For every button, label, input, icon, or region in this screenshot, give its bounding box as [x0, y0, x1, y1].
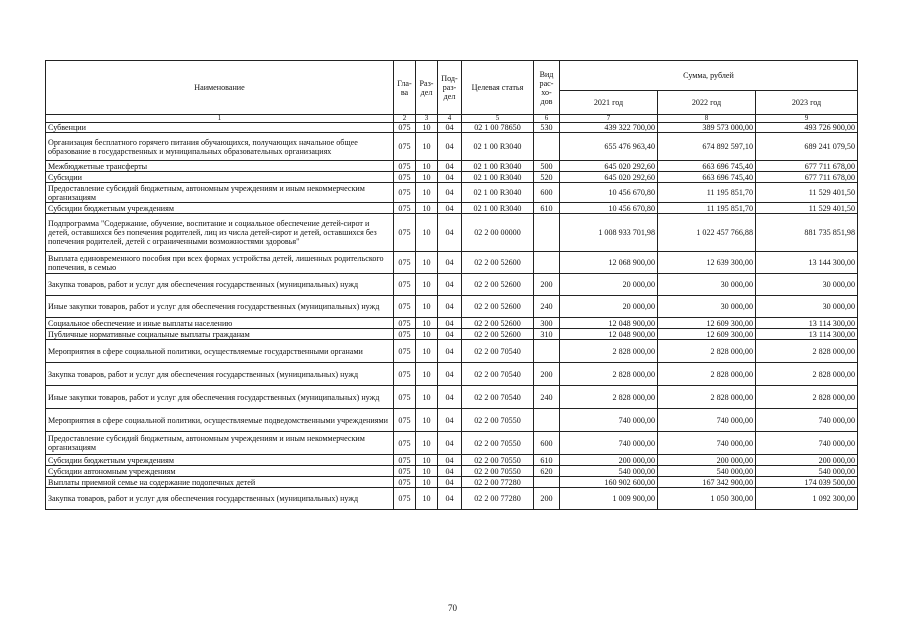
row-podrazdel: 04	[438, 296, 462, 318]
table-row	[46, 296, 858, 318]
row-sum-2023: 677 711 678,00	[756, 161, 858, 172]
header-year-2022: 2022 год	[658, 91, 756, 115]
row-glava: 075	[394, 363, 416, 386]
row-podrazdel: 04	[438, 172, 462, 183]
table-row	[46, 123, 858, 133]
row-expense-type: 500	[534, 161, 560, 172]
row-glava: 075	[394, 161, 416, 172]
row-glava: 075	[394, 386, 416, 409]
row-glava: 075	[394, 455, 416, 466]
row-sum-2021: 655 476 963,40	[560, 133, 658, 161]
row-sum-2022: 1 050 300,00	[658, 488, 756, 510]
row-sum-2021: 12 048 900,00	[560, 318, 658, 329]
table-row	[46, 252, 858, 274]
table-row	[46, 477, 858, 488]
row-glava: 075	[394, 409, 416, 432]
header-glava: Гла-ва	[394, 61, 416, 115]
table-row	[46, 161, 858, 172]
row-razdel: 10	[416, 161, 438, 172]
row-glava: 075	[394, 296, 416, 318]
table-row	[46, 466, 858, 477]
table-row	[46, 363, 858, 386]
table-row	[46, 340, 858, 363]
header-target-article: Целевая статья	[462, 61, 534, 115]
row-glava: 075	[394, 214, 416, 252]
row-sum-2021: 645 020 292,60	[560, 172, 658, 183]
column-number: 8	[658, 115, 756, 123]
table-row	[46, 386, 858, 409]
row-sum-2022: 540 000,00	[658, 466, 756, 477]
row-name: Закупка товаров, работ и услуг для обеспечения государственных (муниципальных) нужд	[46, 274, 394, 296]
row-target-article: 02 1 00 R3040	[462, 161, 534, 172]
row-name: Выплаты приемной семье на содержание подопечных детей	[46, 477, 394, 488]
row-expense-type: 200	[534, 488, 560, 510]
row-expense-type	[534, 477, 560, 488]
row-target-article: 02 2 00 70550	[462, 466, 534, 477]
row-target-article: 02 2 00 52600	[462, 329, 534, 340]
row-target-article: 02 2 00 77280	[462, 488, 534, 510]
row-expense-type: 200	[534, 363, 560, 386]
page-number: 70	[448, 603, 457, 613]
row-podrazdel: 04	[438, 183, 462, 203]
row-sum-2023: 493 726 900,00	[756, 123, 858, 133]
row-expense-type	[534, 214, 560, 252]
row-expense-type: 300	[534, 318, 560, 329]
row-sum-2021: 1 008 933 701,98	[560, 214, 658, 252]
row-glava: 075	[394, 477, 416, 488]
row-sum-2022: 2 828 000,00	[658, 386, 756, 409]
row-expense-type	[534, 409, 560, 432]
row-glava: 075	[394, 432, 416, 455]
row-target-article: 02 1 00 78650	[462, 123, 534, 133]
row-sum-2023: 740 000,00	[756, 432, 858, 455]
row-expense-type: 600	[534, 432, 560, 455]
column-number: 4	[438, 115, 462, 123]
row-target-article: 02 2 00 70550	[462, 409, 534, 432]
row-name: Выплата единовременного пособия при всех формах устройства детей, лишенных родительского попечения, в семью	[46, 252, 394, 274]
row-razdel: 10	[416, 274, 438, 296]
row-sum-2021: 12 068 900,00	[560, 252, 658, 274]
table-row	[46, 432, 858, 455]
row-podrazdel: 04	[438, 329, 462, 340]
row-name: Субсидии бюджетным учреждениям	[46, 455, 394, 466]
row-sum-2021: 540 000,00	[560, 466, 658, 477]
row-expense-type: 240	[534, 296, 560, 318]
row-expense-type: 620	[534, 466, 560, 477]
row-sum-2023: 2 828 000,00	[756, 386, 858, 409]
budget-table	[45, 60, 858, 510]
row-razdel: 10	[416, 318, 438, 329]
table-row	[46, 409, 858, 432]
column-number: 1	[46, 115, 394, 123]
table-row	[46, 488, 858, 510]
row-podrazdel: 04	[438, 214, 462, 252]
row-target-article: 02 2 00 52600	[462, 296, 534, 318]
row-sum-2023: 30 000,00	[756, 296, 858, 318]
row-expense-type: 600	[534, 183, 560, 203]
row-name: Субвенции	[46, 123, 394, 133]
row-sum-2021: 10 456 670,80	[560, 203, 658, 214]
row-target-article: 02 1 00 R3040	[462, 133, 534, 161]
header-razdel: Раз-дел	[416, 61, 438, 115]
row-sum-2023: 30 000,00	[756, 274, 858, 296]
row-sum-2023: 2 828 000,00	[756, 363, 858, 386]
table-row	[46, 172, 858, 183]
row-sum-2021: 12 048 900,00	[560, 329, 658, 340]
table-row	[46, 183, 858, 203]
row-sum-2021: 1 009 900,00	[560, 488, 658, 510]
row-name: Предоставление субсидий бюджетным, автономным учреждениям и иным некоммерческим организациям	[46, 183, 394, 203]
header-name: Наименование	[46, 61, 394, 115]
row-name: Субсидии автономным учреждениям	[46, 466, 394, 477]
row-expense-type	[534, 252, 560, 274]
row-sum-2021: 645 020 292,60	[560, 161, 658, 172]
row-sum-2022: 1 022 457 766,88	[658, 214, 756, 252]
header-podrazdel: Под-раз-дел	[438, 61, 462, 115]
row-razdel: 10	[416, 363, 438, 386]
row-glava: 075	[394, 203, 416, 214]
row-razdel: 10	[416, 252, 438, 274]
row-razdel: 10	[416, 203, 438, 214]
row-name: Мероприятия в сфере социальной политики, осуществляемые подведомственными учреждениями	[46, 409, 394, 432]
row-podrazdel: 04	[438, 340, 462, 363]
row-name: Подпрограмма "Содержание, обучение, воспитание и социальное обеспечение детей-сирот и детей, оставшихся без попечения родителей, лиц из числа детей-сирот и детей, оставшихся без попечения родителей, детей с ограниченными возможностями здоровья"	[46, 214, 394, 252]
row-glava: 075	[394, 274, 416, 296]
row-sum-2022: 167 342 900,00	[658, 477, 756, 488]
row-expense-type: 200	[534, 274, 560, 296]
row-name: Публичные нормативные социальные выплаты гражданам	[46, 329, 394, 340]
row-razdel: 10	[416, 172, 438, 183]
row-glava: 075	[394, 252, 416, 274]
row-expense-type	[534, 133, 560, 161]
row-sum-2021: 10 456 670,80	[560, 183, 658, 203]
row-target-article: 02 1 00 R3040	[462, 172, 534, 183]
row-podrazdel: 04	[438, 386, 462, 409]
column-number: 7	[560, 115, 658, 123]
column-number: 5	[462, 115, 534, 123]
row-sum-2021: 2 828 000,00	[560, 386, 658, 409]
row-sum-2022: 12 609 300,00	[658, 329, 756, 340]
row-podrazdel: 04	[438, 161, 462, 172]
row-podrazdel: 04	[438, 318, 462, 329]
row-podrazdel: 04	[438, 409, 462, 432]
column-number: 2	[394, 115, 416, 123]
row-target-article: 02 2 00 52600	[462, 274, 534, 296]
row-name: Мероприятия в сфере социальной политики, осуществляемые государственными органами	[46, 340, 394, 363]
row-name: Организация бесплатного горячего питания обучающихся, получающих начальное общее образование в государственных и муниципальных образовательных организациях	[46, 133, 394, 161]
row-glava: 075	[394, 123, 416, 133]
row-podrazdel: 04	[438, 363, 462, 386]
row-expense-type: 310	[534, 329, 560, 340]
table-row	[46, 203, 858, 214]
row-expense-type	[534, 340, 560, 363]
header-sum: Сумма, рублей	[560, 61, 858, 91]
row-razdel: 10	[416, 466, 438, 477]
row-sum-2022: 2 828 000,00	[658, 340, 756, 363]
column-number: 9	[756, 115, 858, 123]
row-expense-type: 240	[534, 386, 560, 409]
row-sum-2023: 1 092 300,00	[756, 488, 858, 510]
header-expense-type: Вид рас-хо-дов	[534, 61, 560, 115]
row-sum-2023: 174 039 500,00	[756, 477, 858, 488]
row-sum-2023: 11 529 401,50	[756, 203, 858, 214]
row-target-article: 02 1 00 R3040	[462, 183, 534, 203]
row-target-article: 02 2 00 70540	[462, 363, 534, 386]
row-glava: 075	[394, 329, 416, 340]
column-number: 6	[534, 115, 560, 123]
column-number: 3	[416, 115, 438, 123]
row-podrazdel: 04	[438, 133, 462, 161]
row-name: Социальное обеспечение и иные выплаты населению	[46, 318, 394, 329]
row-target-article: 02 2 00 70550	[462, 455, 534, 466]
row-name: Иные закупки товаров, работ и услуг для обеспечения государственных (муниципальных) нужд	[46, 296, 394, 318]
row-podrazdel: 04	[438, 477, 462, 488]
row-razdel: 10	[416, 296, 438, 318]
row-razdel: 10	[416, 133, 438, 161]
row-target-article: 02 2 00 52600	[462, 318, 534, 329]
row-target-article: 02 2 00 00000	[462, 214, 534, 252]
table-row	[46, 133, 858, 161]
row-sum-2021: 20 000,00	[560, 296, 658, 318]
row-podrazdel: 04	[438, 274, 462, 296]
row-sum-2023: 740 000,00	[756, 409, 858, 432]
row-name: Субсидии	[46, 172, 394, 183]
table-row	[46, 318, 858, 329]
row-sum-2022: 740 000,00	[658, 432, 756, 455]
row-sum-2023: 677 711 678,00	[756, 172, 858, 183]
row-sum-2022: 11 195 851,70	[658, 203, 756, 214]
row-target-article: 02 2 00 70550	[462, 432, 534, 455]
row-name: Предоставление субсидий бюджетным, автономным учреждениям и иным некоммерческим организациям	[46, 432, 394, 455]
row-razdel: 10	[416, 488, 438, 510]
row-podrazdel: 04	[438, 252, 462, 274]
row-sum-2021: 20 000,00	[560, 274, 658, 296]
table-body	[46, 123, 858, 510]
row-target-article: 02 2 00 52600	[462, 252, 534, 274]
row-sum-2023: 11 529 401,50	[756, 183, 858, 203]
row-expense-type: 610	[534, 203, 560, 214]
header-year-2021: 2021 год	[560, 91, 658, 115]
row-razdel: 10	[416, 214, 438, 252]
row-razdel: 10	[416, 329, 438, 340]
row-razdel: 10	[416, 455, 438, 466]
row-expense-type: 530	[534, 123, 560, 133]
row-razdel: 10	[416, 477, 438, 488]
row-sum-2021: 740 000,00	[560, 432, 658, 455]
row-expense-type: 520	[534, 172, 560, 183]
row-podrazdel: 04	[438, 455, 462, 466]
row-sum-2023: 200 000,00	[756, 455, 858, 466]
row-sum-2022: 200 000,00	[658, 455, 756, 466]
row-sum-2022: 12 609 300,00	[658, 318, 756, 329]
row-sum-2022: 663 696 745,40	[658, 172, 756, 183]
row-name: Межбюджетные трансферты	[46, 161, 394, 172]
row-sum-2021: 2 828 000,00	[560, 340, 658, 363]
table-row	[46, 455, 858, 466]
row-sum-2022: 740 000,00	[658, 409, 756, 432]
row-sum-2022: 674 892 597,10	[658, 133, 756, 161]
row-sum-2023: 881 735 851,98	[756, 214, 858, 252]
row-razdel: 10	[416, 340, 438, 363]
row-sum-2023: 13 114 300,00	[756, 329, 858, 340]
row-sum-2022: 389 573 000,00	[658, 123, 756, 133]
row-name: Иные закупки товаров, работ и услуг для обеспечения государственных (муниципальных) нужд	[46, 386, 394, 409]
row-target-article: 02 2 00 77280	[462, 477, 534, 488]
row-sum-2021: 200 000,00	[560, 455, 658, 466]
row-sum-2023: 2 828 000,00	[756, 340, 858, 363]
row-sum-2021: 2 828 000,00	[560, 363, 658, 386]
row-glava: 075	[394, 172, 416, 183]
header-year-2023: 2023 год	[756, 91, 858, 115]
table-row	[46, 329, 858, 340]
row-podrazdel: 04	[438, 203, 462, 214]
row-razdel: 10	[416, 409, 438, 432]
table-row	[46, 214, 858, 252]
row-sum-2023: 13 144 300,00	[756, 252, 858, 274]
row-razdel: 10	[416, 432, 438, 455]
row-podrazdel: 04	[438, 488, 462, 510]
row-sum-2023: 540 000,00	[756, 466, 858, 477]
row-sum-2022: 663 696 745,40	[658, 161, 756, 172]
row-sum-2023: 13 114 300,00	[756, 318, 858, 329]
row-glava: 075	[394, 318, 416, 329]
row-sum-2023: 689 241 079,50	[756, 133, 858, 161]
row-glava: 075	[394, 466, 416, 477]
row-podrazdel: 04	[438, 466, 462, 477]
row-name: Закупка товаров, работ и услуг для обеспечения государственных (муниципальных) нужд	[46, 488, 394, 510]
row-glava: 075	[394, 133, 416, 161]
row-target-article: 02 2 00 70540	[462, 386, 534, 409]
row-name: Субсидии бюджетным учреждениям	[46, 203, 394, 214]
column-numbers-row	[46, 115, 858, 123]
row-target-article: 02 2 00 70540	[462, 340, 534, 363]
row-sum-2022: 11 195 851,70	[658, 183, 756, 203]
row-sum-2021: 160 902 600,00	[560, 477, 658, 488]
row-sum-2022: 12 639 300,00	[658, 252, 756, 274]
row-sum-2022: 30 000,00	[658, 296, 756, 318]
row-razdel: 10	[416, 123, 438, 133]
row-glava: 075	[394, 488, 416, 510]
row-sum-2022: 30 000,00	[658, 274, 756, 296]
table-row	[46, 274, 858, 296]
row-glava: 075	[394, 183, 416, 203]
row-sum-2021: 740 000,00	[560, 409, 658, 432]
row-sum-2022: 2 828 000,00	[658, 363, 756, 386]
row-glava: 075	[394, 340, 416, 363]
row-name: Закупка товаров, работ и услуг для обеспечения государственных (муниципальных) нужд	[46, 363, 394, 386]
row-razdel: 10	[416, 386, 438, 409]
row-podrazdel: 04	[438, 123, 462, 133]
row-podrazdel: 04	[438, 432, 462, 455]
row-target-article: 02 1 00 R3040	[462, 203, 534, 214]
row-sum-2021: 439 322 700,00	[560, 123, 658, 133]
row-expense-type: 610	[534, 455, 560, 466]
row-razdel: 10	[416, 183, 438, 203]
